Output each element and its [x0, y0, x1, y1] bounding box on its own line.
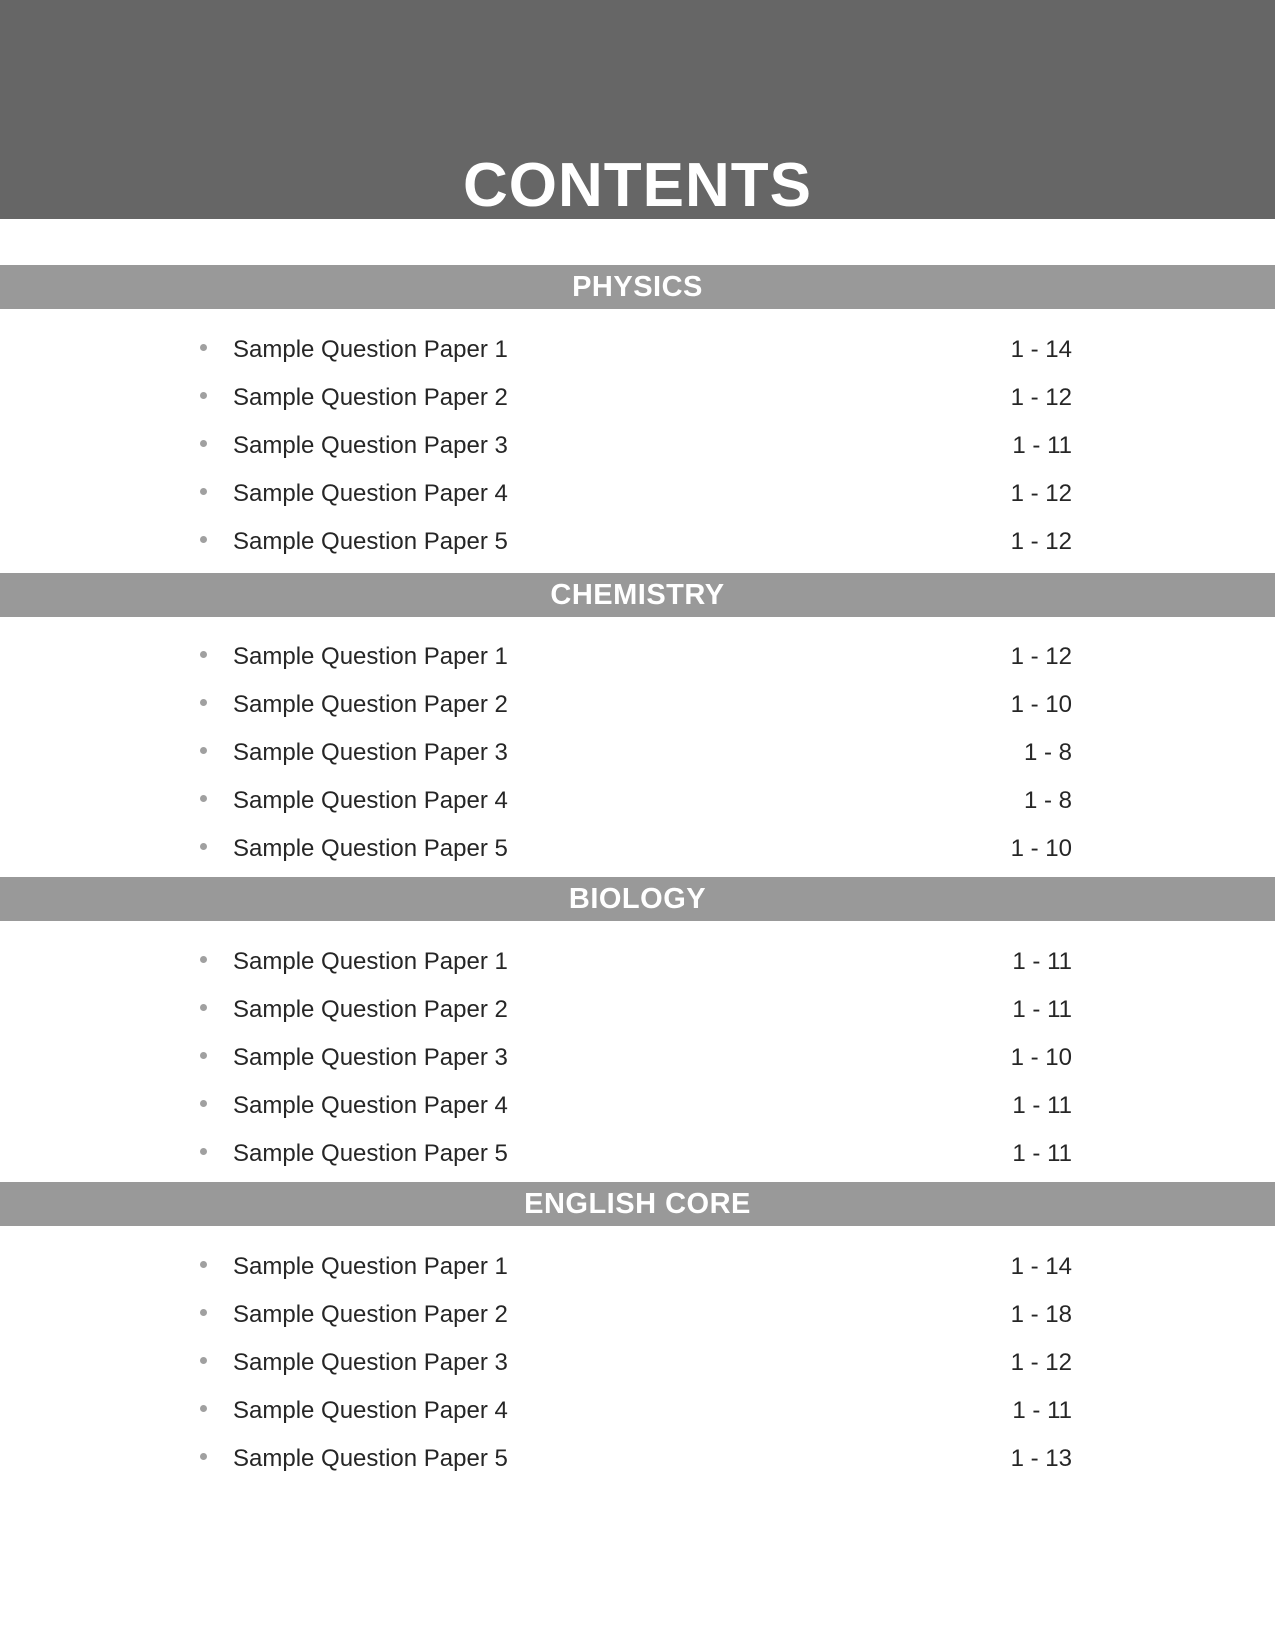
entry-label: Sample Question Paper 2 [233, 691, 508, 718]
bullet-icon [200, 795, 207, 802]
entry-page-range: 1 - 11 [1012, 432, 1072, 459]
toc-entry[interactable] [0, 470, 1275, 518]
section-header-chemistry: CHEMISTRY [0, 573, 1275, 617]
toc-entry[interactable] [0, 938, 1275, 986]
entry-page-range: 1 - 8 [1023, 787, 1072, 814]
bullet-icon [200, 956, 207, 963]
entry-label: Sample Question Paper 1 [233, 643, 508, 670]
bullet-icon [200, 1453, 207, 1460]
toc-entry[interactable] [0, 422, 1275, 470]
entry-label: Sample Question Paper 3 [233, 739, 508, 766]
entry-page-range: 1 - 8 [1023, 739, 1072, 766]
toc-entry[interactable] [0, 374, 1275, 422]
entry-label: Sample Question Paper 4 [233, 480, 508, 507]
bullet-icon [200, 1052, 207, 1059]
toc-entry[interactable] [0, 1034, 1275, 1082]
entry-label: Sample Question Paper 4 [233, 1092, 508, 1119]
entry-label: Sample Question Paper 2 [233, 384, 508, 411]
entry-label: Sample Question Paper 3 [233, 432, 508, 459]
entry-label: Sample Question Paper 5 [233, 528, 508, 555]
bullet-icon [200, 392, 207, 399]
toc-entry[interactable] [0, 777, 1275, 825]
entry-label: Sample Question Paper 1 [233, 336, 508, 363]
toc-entry[interactable] [0, 825, 1275, 873]
entry-page-range: 1 - 14 [1010, 1253, 1072, 1280]
entry-label: Sample Question Paper 5 [233, 1445, 508, 1472]
bullet-icon [200, 536, 207, 543]
bullet-icon [200, 488, 207, 495]
entry-page-range: 1 - 11 [1012, 948, 1072, 975]
toc-entry[interactable] [0, 1130, 1275, 1178]
bullet-icon [200, 843, 207, 850]
toc-entry[interactable] [0, 1339, 1275, 1387]
bullet-icon [200, 344, 207, 351]
entry-page-range: 1 - 12 [1010, 528, 1072, 555]
bullet-icon [200, 1309, 207, 1316]
toc-entry[interactable] [0, 1435, 1275, 1483]
bullet-icon [200, 1357, 207, 1364]
entry-label: Sample Question Paper 5 [233, 1140, 508, 1167]
bullet-icon [200, 1148, 207, 1155]
bullet-icon [200, 1100, 207, 1107]
entry-page-range: 1 - 10 [1010, 691, 1072, 718]
entry-label: Sample Question Paper 4 [233, 1397, 508, 1424]
toc-entry[interactable] [0, 1243, 1275, 1291]
toc-entry[interactable] [0, 1291, 1275, 1339]
toc-entry[interactable] [0, 986, 1275, 1034]
toc-entry[interactable] [0, 326, 1275, 374]
toc-entry[interactable] [0, 1082, 1275, 1130]
bullet-icon [200, 1004, 207, 1011]
section-header-physics: PHYSICS [0, 265, 1275, 309]
entry-page-range: 1 - 12 [1010, 1349, 1072, 1376]
entry-label: Sample Question Paper 2 [233, 996, 508, 1023]
section-header-biology: BIOLOGY [0, 877, 1275, 921]
entry-page-range: 1 - 14 [1010, 336, 1072, 363]
bullet-icon [200, 1261, 207, 1268]
bullet-icon [200, 651, 207, 658]
entry-page-range: 1 - 11 [1012, 1140, 1072, 1167]
section-header-english-core: ENGLISH CORE [0, 1182, 1275, 1226]
entry-page-range: 1 - 12 [1010, 480, 1072, 507]
page-title: CONTENTS [463, 151, 812, 220]
toc-entry[interactable] [0, 681, 1275, 729]
entry-page-range: 1 - 13 [1010, 1445, 1072, 1472]
toc-entry[interactable] [0, 518, 1275, 566]
entry-page-range: 1 - 10 [1010, 835, 1072, 862]
entry-page-range: 1 - 12 [1010, 643, 1072, 670]
toc-entry[interactable] [0, 1387, 1275, 1435]
entry-page-range: 1 - 11 [1012, 996, 1072, 1023]
entry-label: Sample Question Paper 2 [233, 1301, 508, 1328]
entry-label: Sample Question Paper 4 [233, 787, 508, 814]
entry-label: Sample Question Paper 3 [233, 1044, 508, 1071]
entry-page-range: 1 - 10 [1010, 1044, 1072, 1071]
bullet-icon [200, 1405, 207, 1412]
bullet-icon [200, 699, 207, 706]
bullet-icon [200, 747, 207, 754]
entry-label: Sample Question Paper 1 [233, 1253, 508, 1280]
entry-page-range: 1 - 18 [1010, 1301, 1072, 1328]
toc-entry[interactable] [0, 633, 1275, 681]
entry-page-range: 1 - 11 [1012, 1092, 1072, 1119]
entry-label: Sample Question Paper 5 [233, 835, 508, 862]
entry-page-range: 1 - 11 [1012, 1397, 1072, 1424]
entry-label: Sample Question Paper 3 [233, 1349, 508, 1376]
entry-label: Sample Question Paper 1 [233, 948, 508, 975]
entry-page-range: 1 - 12 [1010, 384, 1072, 411]
bullet-icon [200, 440, 207, 447]
toc-entry[interactable] [0, 729, 1275, 777]
